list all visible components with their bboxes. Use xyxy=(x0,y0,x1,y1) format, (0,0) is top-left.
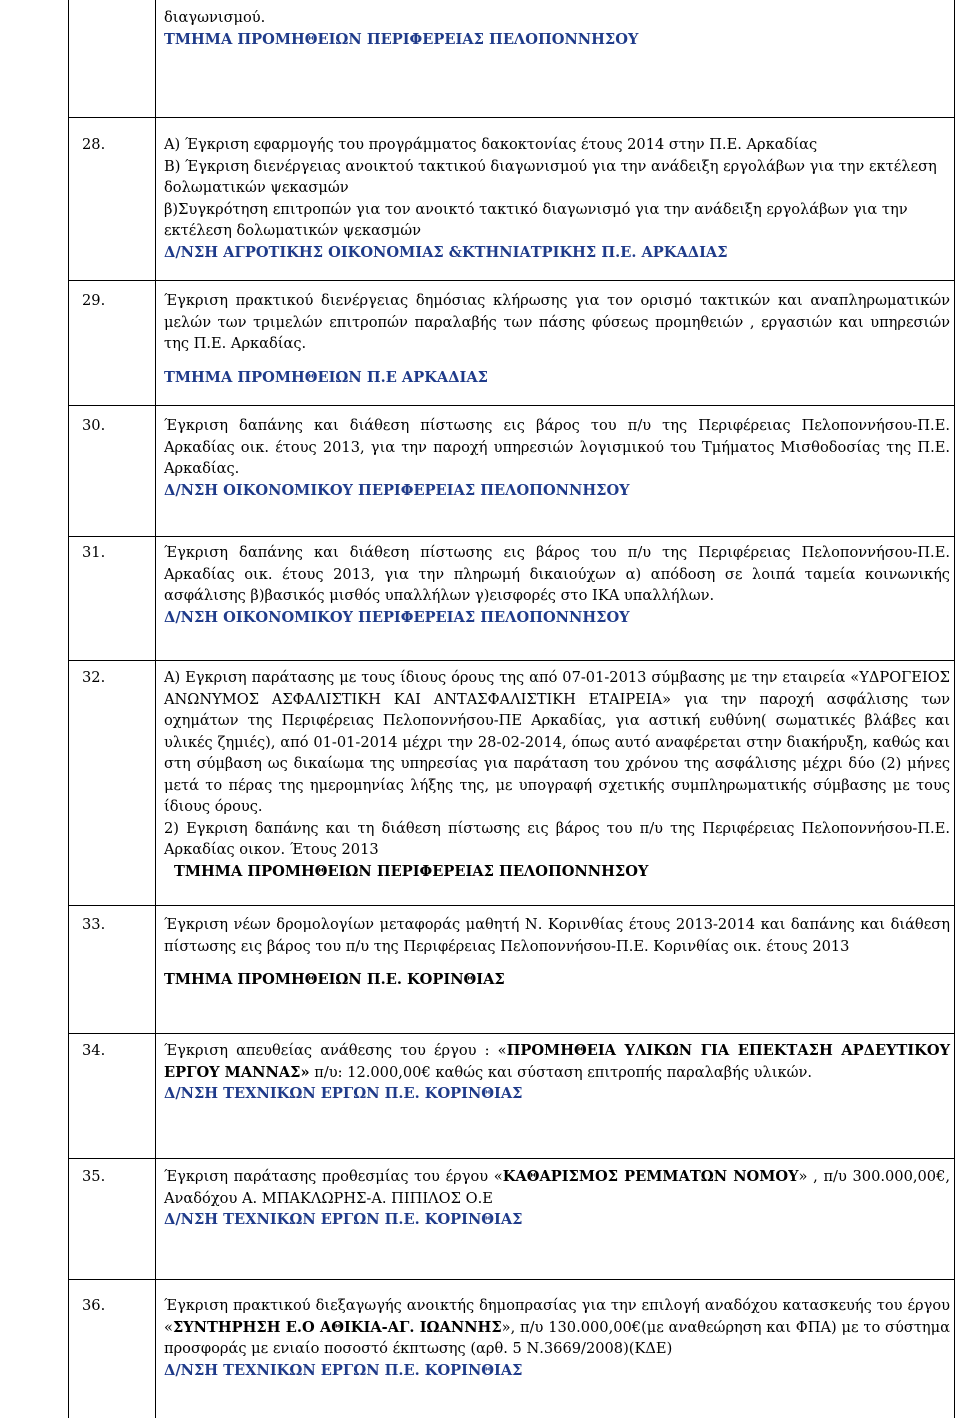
item-text: β)Συγκρότηση επιτροπών για τον ανοικτό τακτικό διαγωνισμό για την ανάδειξη εργολάβων για την εκτέλεση δολωματικών ψεκασμών xyxy=(164,200,908,239)
item-text: Έγκριση δαπάνης και διάθεση πίστωσης εις βάρος του π/υ της Περιφέρειας Πελοποννήσου-Π.Ε. Αρκαδίας οικ. έτους 2013, για την παροχή υπηρεσιών λογισμικού του Τμήματος Μισθοδοσίας της Π.Ε. Αρκαδίας. xyxy=(164,417,950,477)
department-label: Δ/ΝΣΗ ΑΓΡΟΤΙΚΗΣ ΟΙΚΟΝΟΜΙΑΣ &ΚΤΗΝΙΑΤΡΙΚΗΣ Π.Ε. ΑΡΚΑΔΙΑΣ xyxy=(164,243,728,261)
department-label: ΤΜΗΜΑ ΠΡΟΜΗΘΕΙΩΝ Π.Ε. ΚΟΡΙΝΘΙΑΣ xyxy=(164,971,505,988)
department-label: Δ/ΝΣΗ ΤΕΧΝΙΚΩΝ ΕΡΓΩΝ Π.Ε. ΚΟΡΙΝΘΙΑΣ xyxy=(164,1211,523,1228)
department-label: ΤΜΗΜΑ ΠΡΟΜΗΘΕΙΩΝ ΠΕΡΙΦΕΡΕΙΑΣ ΠΕΛΟΠΟΝΝΗΣΟΥ xyxy=(174,862,649,880)
item-text: Α) Έγκριση εφαρμογής του προγράμματος δακοκτονίας έτους 2014 στην Π.Ε. Αρκαδίας xyxy=(164,136,818,153)
list-item xyxy=(164,290,950,388)
item-text-pre: Έγκριση απευθείας ανάθεσης του έργου : « xyxy=(164,1042,507,1059)
project-title: ΣΥΝΤΗΡΗΣΗ Ε.Ο ΑΘΙΚΙΑ-ΑΓ. ΙΩΑΝΝΗΣ xyxy=(172,1318,502,1336)
item-number: 35. xyxy=(82,1168,106,1185)
row-divider xyxy=(68,905,955,906)
department-label: ΤΜΗΜΑ ΠΡΟΜΗΘΕΙΩΝ ΠΕΡΙΦΕΡΕΙΑΣ ΠΕΛΟΠΟΝΝΗΣΟΥ xyxy=(164,30,639,48)
item-number: 31. xyxy=(82,544,106,561)
item-text: διαγωνισμού. xyxy=(164,9,266,26)
item-text: Έγκριση δαπάνης και διάθεση πίστωσης εις βάρος του π/υ της Περιφέρειας Πελοποννήσου-Π.Ε. Αρκαδίας οικ. έτους 2013, για την πληρωμή δικαιούχων α) απόδοση σε λοιπά ταμεία κοινωνικής ασφάλισης β)βασικός μισθός υπαλλήλων γ)εισφορές στο ΙΚΑ υπαλλήλων. xyxy=(164,544,950,604)
item-text: Α) Εγκριση παράτασης με τους ίδιους όρους της από 07-01-2013 σύμβασης με την εταιρεία «ΥΔΡΟΓΕΙΟΣ ΑΝΩΝΥΜΟΣ ΑΣΦΑΛΙΣΤΙΚΗ ΚΑΙ ΑΝΤΑΣΦΑΛΙΣΤΙΚΗ ΕΤΑΙΡΕΙΑ» για την παροχή ασφάλισης των οχημάτων της Περιφέρειας Πελοποννήσου-ΠΕ Αρκαδίας, για αστική ευθύνη( σωματικές βλάβες και υλικές ζημιές), από 01-01-2014 μέχρι την 28-02-2014, όπως αυτό αναφέρεται στην διακήρυξη, καθώς και στη σύμβαση ως δικαίωμα της υπηρεσίας για παράταση του χρόνου της ασφάλισης μέχρι δύο (2) μήνες μετά το πέρας της ημερομηνίας λήξης της, με υπογραφή σχετικής συμπληρωματικής σύμβασης με τους ίδιους όρους. xyxy=(164,669,950,815)
item-number: 33. xyxy=(82,916,106,933)
item-text xyxy=(164,1166,950,1209)
list-item xyxy=(164,1166,950,1231)
project-title: ΚΑΘΑΡΙΣΜΟΣ ΡΕΜΜΑΤΩΝ ΝΟΜΟΥ xyxy=(502,1168,799,1185)
row-divider xyxy=(68,117,955,118)
row-divider xyxy=(68,1033,955,1034)
list-item xyxy=(164,134,950,263)
list-item xyxy=(164,1295,950,1381)
row-divider xyxy=(68,1158,955,1159)
item-number: 28. xyxy=(82,136,106,153)
item-number: 30. xyxy=(82,417,106,434)
list-item xyxy=(164,914,950,991)
department-label: Δ/ΝΣΗ ΟΙΚΟΝΟΜΙΚΟΥ ΠΕΡΙΦΕΡΕΙΑΣ ΠΕΛΟΠΟΝΝΗΣΟΥ xyxy=(164,608,630,626)
item-text: Έγκριση νέων δρομολογίων μεταφοράς μαθητή Ν. Κορινθίας έτους 2013-2014 και δαπάνης και διάθεση πίστωσης εις βάρος του π/υ της Περιφέρειας Πελοποννήσου-Π.Ε. Κορινθίας οικ. έτους 2013 xyxy=(164,916,950,955)
department-label: Δ/ΝΣΗ ΟΙΚΟΝΟΜΙΚΟΥ ΠΕΡΙΦΕΡΕΙΑΣ ΠΕΛΟΠΟΝΝΗΣΟΥ xyxy=(164,481,630,499)
item-text: Β) Έγκριση διενέργειας ανοικτού τακτικού διαγωνισμού για την ανάδειξη εργολάβων για την εκτέλεση δολωματικών ψεκασμών xyxy=(164,157,937,196)
table-border-right xyxy=(954,0,955,1418)
item-number: 29. xyxy=(82,292,106,309)
item-text-post: » , π/υ 300.000,00€, Αναδόχου Α. ΜΠΑΚΛΩΡΗΣ-Α. ΠΙΠΙΛΟΣ Ο.Ε xyxy=(164,1168,950,1207)
list-item xyxy=(164,7,950,50)
item-number: 34. xyxy=(82,1042,106,1059)
project-title: ΠΡΟΜΗΘΕΙΑ ΥΛΙΚΩΝ ΓΙΑ ΕΠΕΚΤΑΣΗ ΑΡΔΕΥΤΙΚΟΥ ΕΡΓΟΥ ΜΑΝΝΑΣ» xyxy=(164,1042,950,1081)
item-text: Έγκριση πρακτικού διενέργειας δημόσιας κλήρωσης για τον ορισμό τακτικών και αναπληρωματικών μελών των τριμελών επιτροπών παραλαβής των πάσης φύσεως προμηθειών , εργασιών και υπηρεσιών της Π.Ε. Αρκαδίας. xyxy=(164,292,950,352)
item-text-pre: Έγκριση παράτασης προθεσμίας του έργου « xyxy=(164,1168,503,1185)
item-text-post: », π/υ 130.000,00€(με αναθεώρηση και ΦΠΑ) με το σύστημα προσφοράς με ενιαίο ποσοστό έκπτωσης (αρθ. 5 Ν.3669/2008)(ΚΔΕ) xyxy=(164,1318,950,1357)
department-label: ΤΜΗΜΑ ΠΡΟΜΗΘΕΙΩΝ Π.Ε ΑΡΚΑΔΙΑΣ xyxy=(164,368,489,386)
item-text xyxy=(164,1295,950,1360)
row-divider xyxy=(68,405,955,406)
department-label: Δ/ΝΣΗ ΤΕΧΝΙΚΩΝ ΕΡΓΩΝ Π.Ε. ΚΟΡΙΝΘΙΑΣ xyxy=(164,1085,523,1102)
row-divider xyxy=(68,1279,955,1280)
item-number: 36. xyxy=(82,1297,106,1314)
row-divider xyxy=(68,536,955,537)
list-item xyxy=(164,542,950,628)
table-column-divider xyxy=(155,0,156,1418)
item-number: 32. xyxy=(82,669,106,686)
item-text: 2) Εγκριση δαπάνης και τη διάθεση πίστωσης εις βάρος του π/υ της Περιφέρειας Πελοποννήσου-Π.Ε. Αρκαδίας οικον. Έτους 2013 xyxy=(164,819,950,858)
item-text-pre: Έγκριση πρακτικού διεξαγωγής ανοικτής δημοπρασίας για την επιλογή αναδόχου κατασκευής του έργου « xyxy=(164,1297,950,1336)
list-item xyxy=(164,1040,950,1105)
list-item xyxy=(164,667,950,882)
item-text-post: π/υ: 12.000,00€ καθώς και σύσταση επιτροπής παραλαβής υλικών. xyxy=(309,1063,813,1081)
table-border-left xyxy=(68,0,69,1418)
list-item xyxy=(164,415,950,501)
row-divider xyxy=(68,280,955,281)
row-divider xyxy=(68,660,955,661)
item-text xyxy=(164,1040,950,1083)
department-label: Δ/ΝΣΗ ΤΕΧΝΙΚΩΝ ΕΡΓΩΝ Π.Ε. ΚΟΡΙΝΘΙΑΣ xyxy=(164,1361,523,1379)
